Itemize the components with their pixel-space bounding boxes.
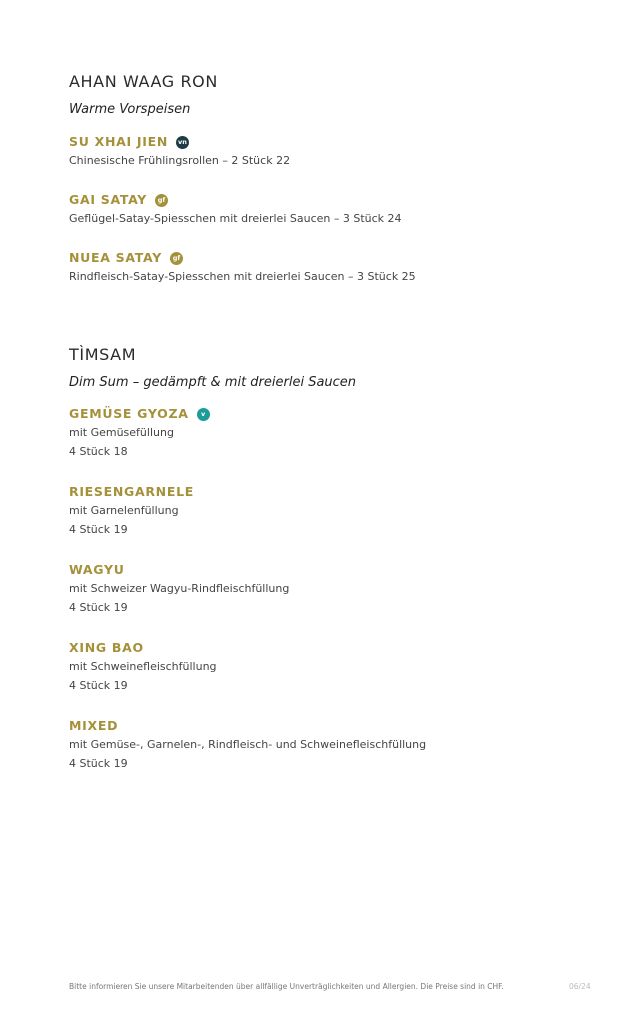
item-name: [69, 405, 589, 423]
item-title: WAGYU: [69, 562, 125, 577]
item-description: mit Schweinefleischfüllung: [69, 660, 217, 673]
item-name: [69, 717, 589, 735]
item-name: [69, 639, 589, 657]
gluten-free-badge-icon: gf: [170, 252, 183, 265]
item-price: 4 Stück 19: [69, 523, 128, 536]
item-description: mit Garnelenfüllung: [69, 504, 179, 517]
item-title: XING BAO: [69, 640, 144, 655]
item-title: MIXED: [69, 718, 119, 733]
item-description: Chinesische Frühlingsrollen – 2 Stück 22: [69, 154, 291, 167]
item-price: 4 Stück 19: [69, 679, 128, 692]
item-name: [69, 191, 589, 209]
item-description: mit Gemüsefüllung: [69, 426, 174, 439]
menu-item: [69, 483, 589, 539]
menu-item: [69, 405, 589, 461]
page-number: 06/24: [569, 982, 591, 991]
item-description: Geflügel-Satay-Spiesschen mit dreierlei Saucen – 3 Stück 24: [69, 212, 402, 225]
item-title: SU XHAI JIEN: [69, 134, 168, 149]
menu-item: [69, 249, 589, 286]
item-title: NUEA SATAY: [69, 250, 162, 265]
gluten-free-badge-icon: gf: [155, 194, 168, 207]
item-price: 4 Stück 18: [69, 445, 128, 458]
item-price: 4 Stück 19: [69, 601, 128, 614]
item-price: 4 Stück 19: [69, 757, 128, 770]
item-title: GAI SATAY: [69, 192, 148, 207]
section-subtitle: Warme Vorspeisen: [69, 102, 191, 117]
item-name: [69, 483, 589, 501]
item-name: [69, 561, 589, 579]
item-title: GEMÜSE GYOZA: [69, 406, 189, 421]
menu-item: [69, 191, 589, 228]
section-warm-starters: [69, 71, 589, 301]
menu-item: [69, 717, 589, 773]
vegan-badge-icon: vn: [176, 136, 189, 149]
menu-item: [69, 133, 589, 170]
item-title: RIESENGARNELE: [69, 484, 194, 499]
menu-item: [69, 561, 589, 617]
item-name: [69, 133, 589, 151]
footer-allergy-note: Bitte informieren Sie unsere Mitarbeitenden über allfällige Unverträglichkeiten und Allergien. Die Preise sind in CHF.: [69, 982, 504, 991]
section-subtitle: Dim Sum – gedämpft & mit dreierlei Saucen: [69, 375, 357, 390]
item-description: mit Gemüse-, Garnelen-, Rindfleisch- und Schweinefleischfüllung: [69, 738, 427, 751]
item-description: mit Schweizer Wagyu-Rindfleischfüllung: [69, 582, 290, 595]
item-name: [69, 249, 589, 267]
section-dim-sum: [69, 344, 589, 784]
item-description: Rindfleisch-Satay-Spiesschen mit dreierlei Saucen – 3 Stück 25: [69, 270, 416, 283]
vegetarian-badge-icon: v: [197, 408, 210, 421]
menu-item: [69, 639, 589, 695]
section-title: TÌMSAM: [69, 345, 137, 364]
section-title: AHAN WAAG RON: [69, 72, 218, 91]
